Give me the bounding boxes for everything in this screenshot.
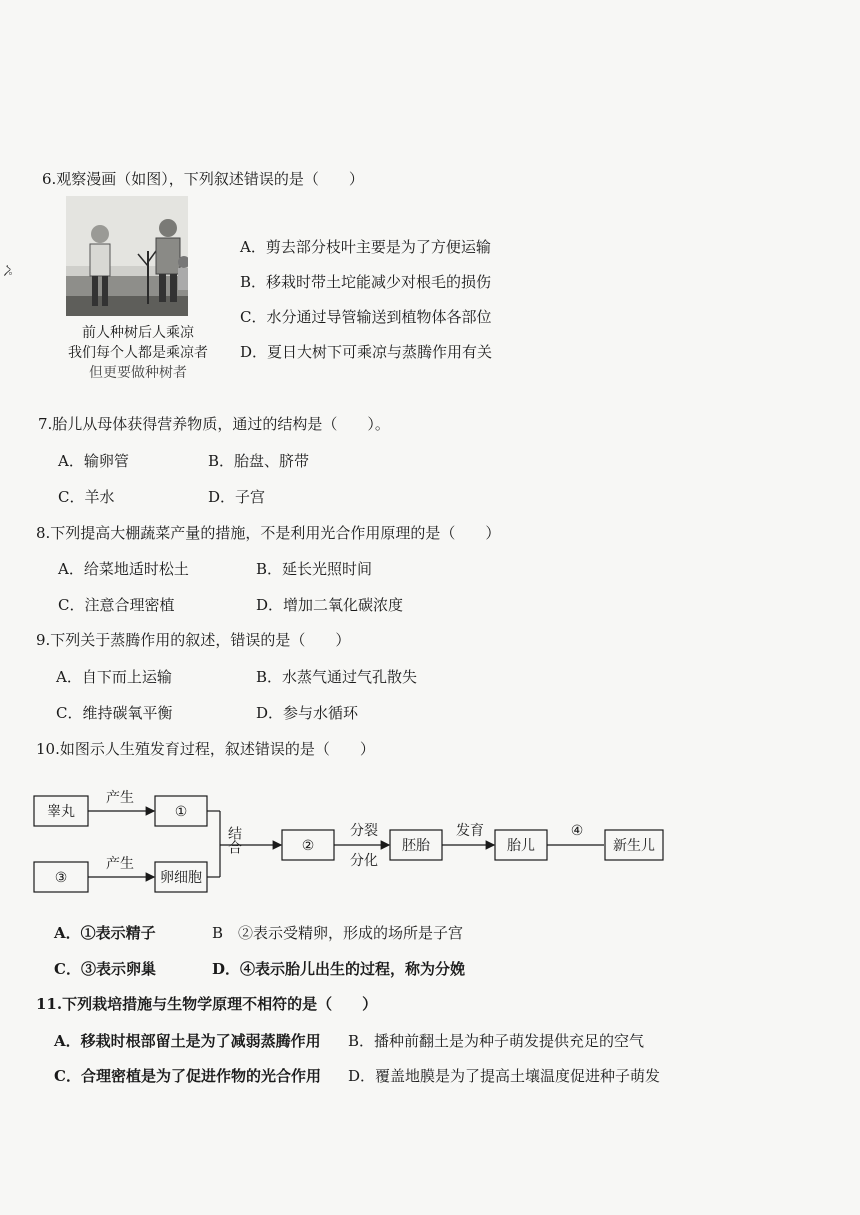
q9-option-d: D．参与水循环 <box>256 704 359 722</box>
q8-option-b: B．延长光照时间 <box>256 560 373 578</box>
q7-option-a: A．输卵管 <box>58 452 129 470</box>
q6-option-d: D．夏日大树下可乘凉与蒸腾作用有关 <box>240 343 493 361</box>
comic-caption-3: 但更要做种树者 <box>89 365 187 381</box>
edge-combine: 结合 <box>226 826 242 854</box>
q11-option-b: B．播种前翻土是为种子萌发提供充足的空气 <box>348 1032 645 1050</box>
label-testis: 睾丸 <box>47 804 75 820</box>
question-8-stem: 8.下列提高大棚蔬菜产量的措施，不是利用光合作用原理的是（ ） <box>36 524 501 542</box>
question-6-stem: 6.观察漫画（如图），下列叙述错误的是（ ） <box>42 170 364 188</box>
question-9-stem: 9.下列关于蒸腾作用的叙述，错误的是（ ） <box>36 631 351 649</box>
q8-option-c: C．注意合理密植 <box>58 596 175 614</box>
question-7-stem: 7.胎儿从母体获得营养物质，通过的结构是（ ）。 <box>38 415 390 433</box>
label-egg: 卵细胞 <box>160 870 202 886</box>
q6-option-a: A．剪去部分枝叶主要是为了方便运输 <box>240 238 491 256</box>
comic-caption-2: 我们每个人都是乘凉者 <box>68 345 208 361</box>
question-11-stem: 11.下列栽培措施与生物学原理不相符的是（ ） <box>36 995 378 1013</box>
label-embryo: 胚胎 <box>402 838 430 854</box>
q9-option-c: C．维持碳氧平衡 <box>56 704 173 722</box>
q10-option-c: C．③表示卵巢 <box>54 960 156 978</box>
label-1: ① <box>174 804 188 820</box>
q9-option-a: A．自下而上运输 <box>56 668 172 686</box>
margin-mark: ぺ <box>0 264 15 277</box>
q7-option-b: B．胎盘、脐带 <box>208 452 310 470</box>
edge-4: ④ <box>570 823 584 839</box>
q7-option-c: C．羊水 <box>58 488 115 506</box>
edge-produce-bottom: 产生 <box>106 856 134 872</box>
q9-option-b: B．水蒸气通过气孔散失 <box>256 668 418 686</box>
q11-option-d: D．覆盖地膜是为了提高土壤温度促进种子萌发 <box>348 1067 661 1085</box>
label-3: ③ <box>54 870 68 886</box>
q7-option-d: D．子宫 <box>208 488 266 506</box>
edge-develop: 发育 <box>456 823 484 839</box>
comic-caption-1: 前人种树后人乘凉 <box>82 325 194 341</box>
label-2: ② <box>301 838 315 854</box>
q8-option-d: D．增加二氧化碳浓度 <box>256 596 404 614</box>
q6-option-b: B．移栽时带土坨能减少对根毛的损伤 <box>240 273 492 291</box>
edge-differentiate: 分化 <box>350 853 378 869</box>
q11-option-c: C．合理密植是为了促进作物的光合作用 <box>54 1067 321 1085</box>
q10-option-d: D．④表示胎儿出生的过程，称为分娩 <box>212 960 466 978</box>
comic-illustration <box>66 196 188 316</box>
edge-produce-top: 产生 <box>106 790 134 806</box>
q8-option-a: A．给菜地适时松土 <box>58 560 189 578</box>
q11-option-a: A．移栽时根部留土是为了减弱蒸腾作用 <box>54 1032 321 1050</box>
q10-option-a: A．①表示精子 <box>54 924 156 942</box>
label-newborn: 新生儿 <box>613 838 655 854</box>
label-fetus: 胎儿 <box>507 838 535 854</box>
q6-option-c: C．水分通过导管输送到植物体各部位 <box>240 308 492 326</box>
q10-option-b: B ②表示受精卵，形成的场所是子宫 <box>212 924 464 942</box>
question-10-stem: 10.如图示人生殖发育过程，叙述错误的是（ ） <box>36 740 375 758</box>
reproduction-flow-diagram <box>30 780 680 900</box>
edge-divide: 分裂 <box>350 823 378 839</box>
